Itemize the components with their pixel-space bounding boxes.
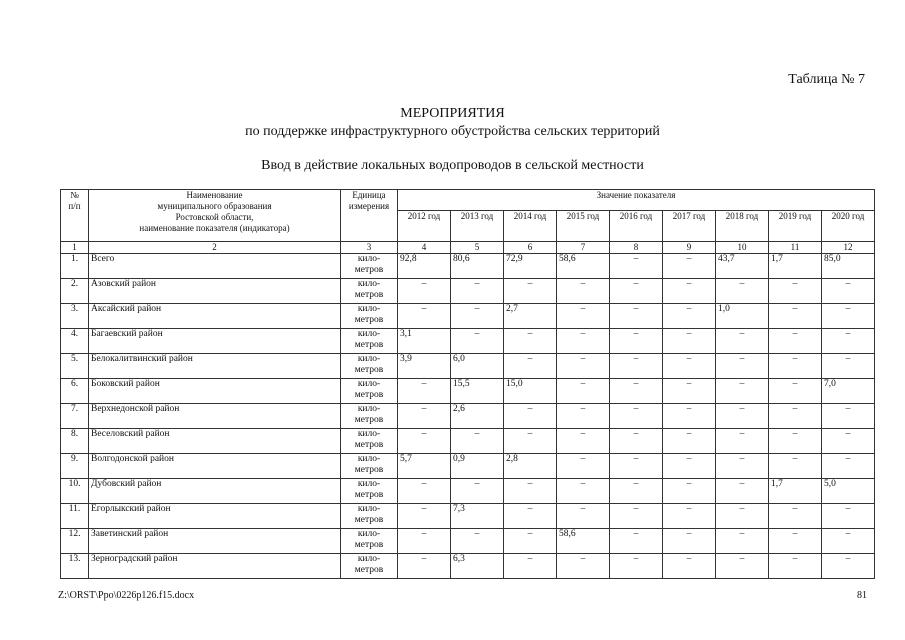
row-value-cell: – xyxy=(557,304,610,329)
row-value-cell: – xyxy=(610,479,663,504)
row-value-cell: – xyxy=(663,279,716,304)
table-row xyxy=(61,454,875,479)
row-value-cell: 5,0 xyxy=(822,479,875,504)
row-value-cell: 2,7 xyxy=(504,304,557,329)
row-unit-cell: кило- метров xyxy=(341,554,398,579)
row-number-cell: 6. xyxy=(61,379,89,404)
row-value-cell: – xyxy=(716,279,769,304)
row-value-cell: – xyxy=(451,329,504,354)
row-value-cell: – xyxy=(557,279,610,304)
row-value-cell: – xyxy=(663,554,716,579)
row-value-cell: 5,7 xyxy=(398,454,451,479)
row-number-cell: 1. xyxy=(61,254,89,279)
row-number-cell: 13. xyxy=(61,554,89,579)
row-value-cell: 7,3 xyxy=(451,504,504,529)
row-number-cell: 10. xyxy=(61,479,89,504)
row-value-cell: – xyxy=(610,454,663,479)
column-number-cell: 11 xyxy=(769,242,822,254)
row-value-cell: – xyxy=(663,479,716,504)
col-header-unit: Единица измерения xyxy=(341,190,398,242)
row-value-cell: 6,3 xyxy=(451,554,504,579)
row-value-cell: – xyxy=(610,354,663,379)
row-number-cell: 4. xyxy=(61,329,89,354)
row-number-cell: 11. xyxy=(61,504,89,529)
row-value-cell: – xyxy=(822,304,875,329)
row-value-cell: – xyxy=(504,529,557,554)
row-value-cell: – xyxy=(451,429,504,454)
row-value-cell: 15,5 xyxy=(451,379,504,404)
row-value-cell: – xyxy=(663,404,716,429)
table-row xyxy=(61,279,875,304)
row-unit-cell: кило- метров xyxy=(341,504,398,529)
row-value-cell: – xyxy=(663,429,716,454)
row-value-cell: – xyxy=(663,379,716,404)
indicators-table xyxy=(60,189,875,579)
row-name-cell: Боковский район xyxy=(89,379,341,404)
row-value-cell: – xyxy=(769,354,822,379)
row-value-cell: 1,0 xyxy=(716,304,769,329)
col-header-year: 2015 год xyxy=(557,211,610,242)
row-value-cell: – xyxy=(716,404,769,429)
row-number-cell: 2. xyxy=(61,279,89,304)
column-numbers-row xyxy=(61,242,875,254)
row-value-cell: – xyxy=(716,504,769,529)
row-unit-cell: кило- метров xyxy=(341,479,398,504)
row-value-cell: – xyxy=(504,354,557,379)
column-number-cell: 2 xyxy=(89,242,341,254)
row-value-cell: – xyxy=(716,554,769,579)
col-header-year: 2018 год xyxy=(716,211,769,242)
row-value-cell: – xyxy=(663,454,716,479)
row-value-cell: – xyxy=(398,404,451,429)
row-name-cell: Зерноградский район xyxy=(89,554,341,579)
row-value-cell: – xyxy=(557,479,610,504)
row-value-cell: – xyxy=(557,379,610,404)
row-value-cell: – xyxy=(610,379,663,404)
row-value-cell: – xyxy=(557,504,610,529)
row-value-cell: – xyxy=(610,554,663,579)
column-number-cell: 8 xyxy=(610,242,663,254)
document-title: МЕРОПРИЯТИЯ xyxy=(400,106,505,121)
column-number-cell: 3 xyxy=(341,242,398,254)
col-header-name: Наименование муниципального образования Ростовской области, наименование показателя (индикатора) xyxy=(89,190,341,242)
table-row xyxy=(61,554,875,579)
row-name-cell: Дубовский район xyxy=(89,479,341,504)
column-number-cell: 7 xyxy=(557,242,610,254)
row-value-cell: – xyxy=(716,479,769,504)
row-value-cell: 3,9 xyxy=(398,354,451,379)
row-name-cell: Всего xyxy=(89,254,341,279)
row-value-cell: – xyxy=(716,354,769,379)
row-value-cell: – xyxy=(504,479,557,504)
row-unit-cell: кило- метров xyxy=(341,254,398,279)
row-value-cell: – xyxy=(769,529,822,554)
row-value-cell: – xyxy=(663,254,716,279)
row-value-cell: 1,7 xyxy=(769,479,822,504)
row-name-cell: Волгодонской район xyxy=(89,454,341,479)
row-value-cell: – xyxy=(398,304,451,329)
row-number-cell: 8. xyxy=(61,429,89,454)
row-value-cell: 7,0 xyxy=(822,379,875,404)
table-row xyxy=(61,329,875,354)
column-number-cell: 12 xyxy=(822,242,875,254)
col-header-year: 2016 год xyxy=(610,211,663,242)
row-value-cell: 85,0 xyxy=(822,254,875,279)
column-number-cell: 10 xyxy=(716,242,769,254)
col-header-year: 2013 год xyxy=(451,211,504,242)
row-name-cell: Белокалитвинский район xyxy=(89,354,341,379)
row-value-cell: – xyxy=(610,504,663,529)
col-header-year: 2019 год xyxy=(769,211,822,242)
row-value-cell: – xyxy=(504,404,557,429)
row-value-cell: – xyxy=(610,329,663,354)
row-value-cell: – xyxy=(716,454,769,479)
row-value-cell: – xyxy=(716,329,769,354)
row-name-cell: Азовский район xyxy=(89,279,341,304)
row-number-cell: 7. xyxy=(61,404,89,429)
row-name-cell: Верхнедонской район xyxy=(89,404,341,429)
column-number-cell: 9 xyxy=(663,242,716,254)
row-value-cell: 2,6 xyxy=(451,404,504,429)
row-value-cell: 1,7 xyxy=(769,254,822,279)
row-value-cell: – xyxy=(769,379,822,404)
row-value-cell: – xyxy=(716,429,769,454)
column-number-cell: 5 xyxy=(451,242,504,254)
table-subtitle: Ввод в действие локальных водопроводов в сельской местности xyxy=(261,158,644,173)
table-row xyxy=(61,254,875,279)
table-number-label: Таблица № 7 xyxy=(788,72,865,87)
row-value-cell: – xyxy=(663,504,716,529)
row-value-cell: – xyxy=(557,329,610,354)
column-number-cell: 6 xyxy=(504,242,557,254)
row-name-cell: Аксайский район xyxy=(89,304,341,329)
row-value-cell: – xyxy=(557,354,610,379)
row-value-cell: – xyxy=(822,454,875,479)
row-name-cell: Заветинский район xyxy=(89,529,341,554)
row-value-cell: – xyxy=(663,354,716,379)
row-unit-cell: кило- метров xyxy=(341,429,398,454)
row-value-cell: – xyxy=(504,329,557,354)
row-value-cell: – xyxy=(769,429,822,454)
row-value-cell: – xyxy=(769,279,822,304)
row-value-cell: 3,1 xyxy=(398,329,451,354)
row-unit-cell: кило- метров xyxy=(341,404,398,429)
row-value-cell: – xyxy=(398,479,451,504)
row-value-cell: – xyxy=(822,279,875,304)
table-row xyxy=(61,354,875,379)
row-unit-cell: кило- метров xyxy=(341,354,398,379)
table-row xyxy=(61,304,875,329)
row-name-cell: Егорлыкский район xyxy=(89,504,341,529)
row-name-cell: Веселовский район xyxy=(89,429,341,454)
row-value-cell: – xyxy=(769,554,822,579)
row-value-cell: – xyxy=(769,454,822,479)
row-unit-cell: кило- метров xyxy=(341,529,398,554)
col-header-num: № п/п xyxy=(61,190,89,242)
row-name-cell: Багаевский район xyxy=(89,329,341,354)
row-value-cell: – xyxy=(822,529,875,554)
row-value-cell: – xyxy=(451,304,504,329)
column-number-cell: 1 xyxy=(61,242,89,254)
row-value-cell: – xyxy=(610,254,663,279)
col-header-year: 2012 год xyxy=(398,211,451,242)
row-unit-cell: кило- метров xyxy=(341,279,398,304)
row-value-cell: – xyxy=(663,329,716,354)
row-value-cell: – xyxy=(610,429,663,454)
row-unit-cell: кило- метров xyxy=(341,454,398,479)
table-row xyxy=(61,479,875,504)
row-value-cell: – xyxy=(398,529,451,554)
row-value-cell: – xyxy=(398,429,451,454)
row-value-cell: 58,6 xyxy=(557,254,610,279)
table-row xyxy=(61,504,875,529)
column-number-cell: 4 xyxy=(398,242,451,254)
row-value-cell: – xyxy=(610,529,663,554)
row-number-cell: 3. xyxy=(61,304,89,329)
row-value-cell: – xyxy=(610,279,663,304)
row-value-cell: – xyxy=(822,554,875,579)
header-row-1 xyxy=(61,190,875,211)
page-number: 81 xyxy=(857,590,867,601)
row-value-cell: 6,0 xyxy=(451,354,504,379)
table-row xyxy=(61,429,875,454)
row-value-cell: – xyxy=(451,279,504,304)
row-value-cell: 43,7 xyxy=(716,254,769,279)
table-body xyxy=(61,254,875,579)
row-value-cell: – xyxy=(769,329,822,354)
row-value-cell: 0,9 xyxy=(451,454,504,479)
row-value-cell: – xyxy=(769,304,822,329)
row-value-cell: – xyxy=(504,554,557,579)
row-value-cell: – xyxy=(557,429,610,454)
row-number-cell: 9. xyxy=(61,454,89,479)
table-row xyxy=(61,529,875,554)
document-title-line-2: по поддержке инфраструктурного обустройства сельских территорий xyxy=(245,124,660,139)
row-value-cell: – xyxy=(663,529,716,554)
row-unit-cell: кило- метров xyxy=(341,304,398,329)
footer-file-path: Z:\ORST\Ppo\0226p126.f15.docx xyxy=(58,590,195,601)
row-value-cell: – xyxy=(822,354,875,379)
row-unit-cell: кило- метров xyxy=(341,329,398,354)
row-value-cell: 80,6 xyxy=(451,254,504,279)
table-row xyxy=(61,404,875,429)
row-value-cell: – xyxy=(557,554,610,579)
row-number-cell: 5. xyxy=(61,354,89,379)
row-value-cell: 58,6 xyxy=(557,529,610,554)
row-value-cell: – xyxy=(822,429,875,454)
row-value-cell: – xyxy=(663,304,716,329)
col-header-value-group: Значение показателя xyxy=(398,190,875,211)
row-value-cell: – xyxy=(716,379,769,404)
row-number-cell: 12. xyxy=(61,529,89,554)
col-header-year: 2014 год xyxy=(504,211,557,242)
row-value-cell: 15,0 xyxy=(504,379,557,404)
row-value-cell: – xyxy=(557,454,610,479)
row-value-cell: – xyxy=(398,279,451,304)
row-value-cell: 72,9 xyxy=(504,254,557,279)
row-unit-cell: кило- метров xyxy=(341,379,398,404)
row-value-cell: – xyxy=(398,554,451,579)
row-value-cell: – xyxy=(769,504,822,529)
row-value-cell: – xyxy=(398,379,451,404)
row-value-cell: – xyxy=(451,529,504,554)
row-value-cell: – xyxy=(610,404,663,429)
table-row xyxy=(61,379,875,404)
col-header-year: 2020 год xyxy=(822,211,875,242)
row-value-cell: – xyxy=(557,404,610,429)
row-value-cell: – xyxy=(504,504,557,529)
row-value-cell: – xyxy=(822,404,875,429)
row-value-cell: – xyxy=(716,529,769,554)
row-value-cell: – xyxy=(822,329,875,354)
row-value-cell: – xyxy=(504,429,557,454)
row-value-cell: – xyxy=(504,279,557,304)
row-value-cell: – xyxy=(610,304,663,329)
row-value-cell: 2,8 xyxy=(504,454,557,479)
row-value-cell: – xyxy=(451,479,504,504)
row-value-cell: – xyxy=(398,504,451,529)
row-value-cell: – xyxy=(822,504,875,529)
row-value-cell: 92,8 xyxy=(398,254,451,279)
row-value-cell: – xyxy=(769,404,822,429)
col-header-year: 2017 год xyxy=(663,211,716,242)
